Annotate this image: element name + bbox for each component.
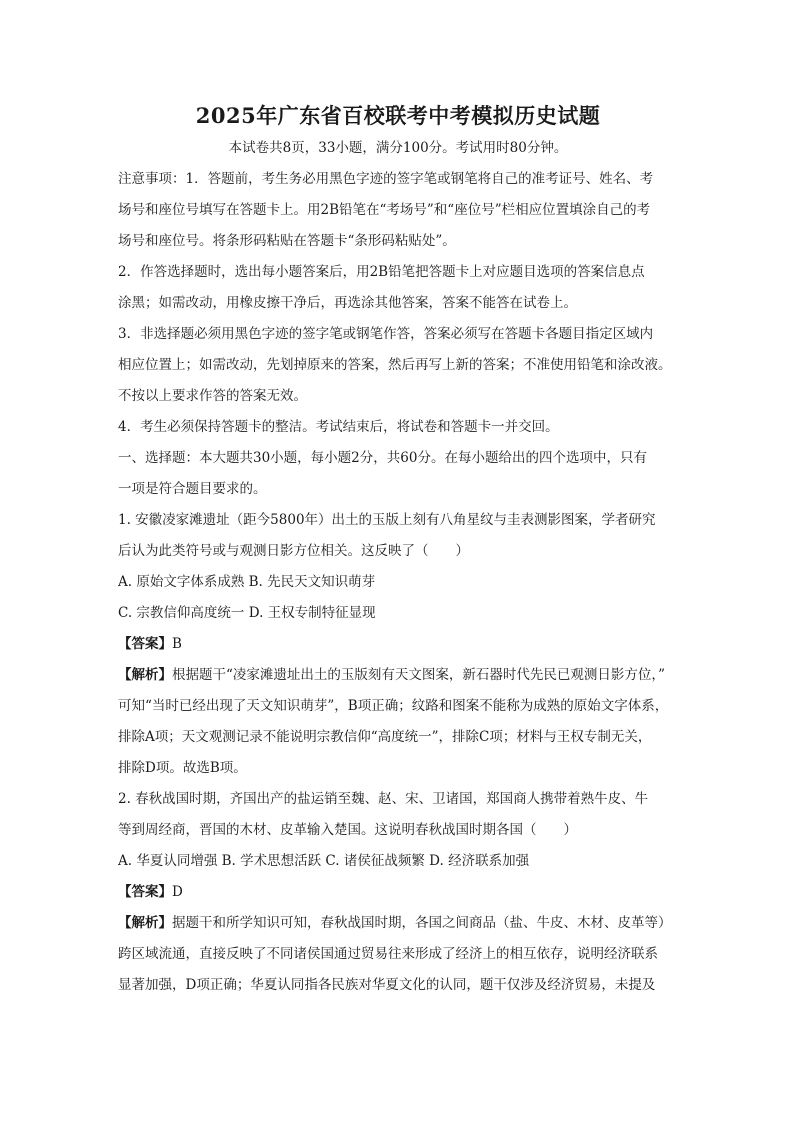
exam-info: 本试卷共8页，33小题，满分100分。考试用时80分钟。 xyxy=(228,140,568,156)
line-text: 注意事项：1．答题前，考生务必用黑色字迹的签字笔或钢笔将自己的准考证号、姓名、考 xyxy=(118,171,654,187)
line-text: 显著加强，D项正确；华夏认同指各民族对华夏文化的认同，题干仅涉及经济贸易，未提及 xyxy=(118,977,656,993)
text-line xyxy=(118,722,678,753)
line-text: A. 华夏认同增强 B. 学术思想活跃 C. 诸侯征战频繁 D. 经济联系加强 xyxy=(118,853,530,869)
line-text: 3．非选择题必须用黑色字迹的签字笔或钢笔作答，答案必须写在答题卡各题目指定区域内 xyxy=(118,326,654,342)
text-line xyxy=(118,505,678,536)
text-line xyxy=(118,226,678,257)
text-line xyxy=(118,753,678,784)
text-line xyxy=(118,257,678,288)
line-text: 2．作答选择题时，选出每小题答案后，用2B铅笔把答题卡上对应题目选项的答案信息点 xyxy=(118,264,645,280)
line-text: 等到周经商，晋国的木材、皮革输入楚国。这说明春秋战国时期各国（ ） xyxy=(118,822,577,838)
line-text: 一、选择题：本大题共30小题，每小题2分，共60分。在每小题给出的四个选项中，只有 xyxy=(118,450,647,466)
text-line xyxy=(118,195,678,226)
text-line xyxy=(118,164,678,195)
answer-line xyxy=(118,629,678,660)
line-text: D xyxy=(172,884,183,900)
line-text: 4．考生必须保持答题卡的整洁。考试结束后，将试卷和答题卡一并交回。 xyxy=(118,419,559,435)
line-text: 后认为此类符号或与观测日影方位相关。这反映了（ ） xyxy=(118,543,469,559)
text-line xyxy=(118,939,678,970)
text-line xyxy=(118,567,678,598)
line-text: 1. 安徽凌家滩遗址（距今5800年）出土的玉版上刻有八角星纹与圭表测影图案，学者研究 xyxy=(118,512,656,528)
text-line xyxy=(118,536,678,567)
answer-line xyxy=(118,908,678,939)
section-tag: 【解析】 xyxy=(118,667,172,683)
text-line xyxy=(118,412,678,443)
text-line xyxy=(118,288,678,319)
section-tag: 【答案】 xyxy=(118,884,172,900)
text-line xyxy=(118,443,678,474)
line-text: 场号和座位号填写在答题卡上。用2B铅笔在“考场号”和“座位号”栏相应位置填涂自己的考 xyxy=(118,202,651,218)
line-text: 涂黑；如需改动，用橡皮擦干净后，再选涂其他答案，答案不能答在试卷上。 xyxy=(118,295,577,311)
text-line xyxy=(118,350,678,381)
line-text: 排除D项。故选B项。 xyxy=(118,760,247,776)
line-text: 2. 春秋战国时期，齐国出产的盐运销至魏、赵、宋、卫诸国，郑国商人携带着熟牛皮、牛 xyxy=(118,791,649,807)
line-text: 排除A项；天文观测记录不能说明宗教信仰“高度统一”，排除C项；材料与王权专制无关， xyxy=(118,729,652,745)
document-body xyxy=(118,164,678,1001)
line-text: C. 宗教信仰高度统一 D. 王权专制特征显现 xyxy=(118,605,376,621)
page-title: 2025年广东省百校联考中考模拟历史试题 xyxy=(195,103,601,128)
text-line xyxy=(118,970,678,1001)
text-line xyxy=(118,598,678,629)
answer-line xyxy=(118,877,678,908)
text-line xyxy=(118,846,678,877)
line-text: 不按以上要求作答的答案无效。 xyxy=(118,388,307,404)
section-tag: 【解析】 xyxy=(118,915,172,931)
text-line xyxy=(118,784,678,815)
line-text: A. 原始文字体系成熟 B. 先民天文知识萌芽 xyxy=(118,574,376,590)
line-text: 跨区域流通，直接反映了不同诸侯国通过贸易往来形成了经济上的相互依存，说明经济联系 xyxy=(118,946,658,962)
line-text: B xyxy=(172,636,182,652)
document-page xyxy=(118,100,678,1001)
text-line xyxy=(118,815,678,846)
line-text: 根据题干“凌家滩遗址出土的玉版刻有天文图案，新石器时代先民已观测日影方位，” xyxy=(172,667,666,683)
line-text: 一项是符合题目要求的。 xyxy=(118,481,267,497)
section-tag: 【答案】 xyxy=(118,636,172,652)
text-line xyxy=(118,474,678,505)
line-text: 相应位置上；如需改动，先划掉原来的答案，然后再写上新的答案；不准使用铅笔和涂改液。 xyxy=(118,357,672,373)
line-text: 据题干和所学知识可知，春秋战国时期，各国之间商品（盐、牛皮、木材、皮革等） xyxy=(172,915,672,931)
text-line xyxy=(118,319,678,350)
line-text: 场号和座位号。将条形码粘贴在答题卡“条形码粘贴处”。 xyxy=(118,233,456,249)
text-line xyxy=(118,691,678,722)
answer-line xyxy=(118,660,678,691)
line-text: 可知“当时已经出现了天文知识萌芽”，B项正确；纹路和图案不能称为成熟的原始文字体系， xyxy=(118,698,669,714)
text-line xyxy=(118,381,678,412)
